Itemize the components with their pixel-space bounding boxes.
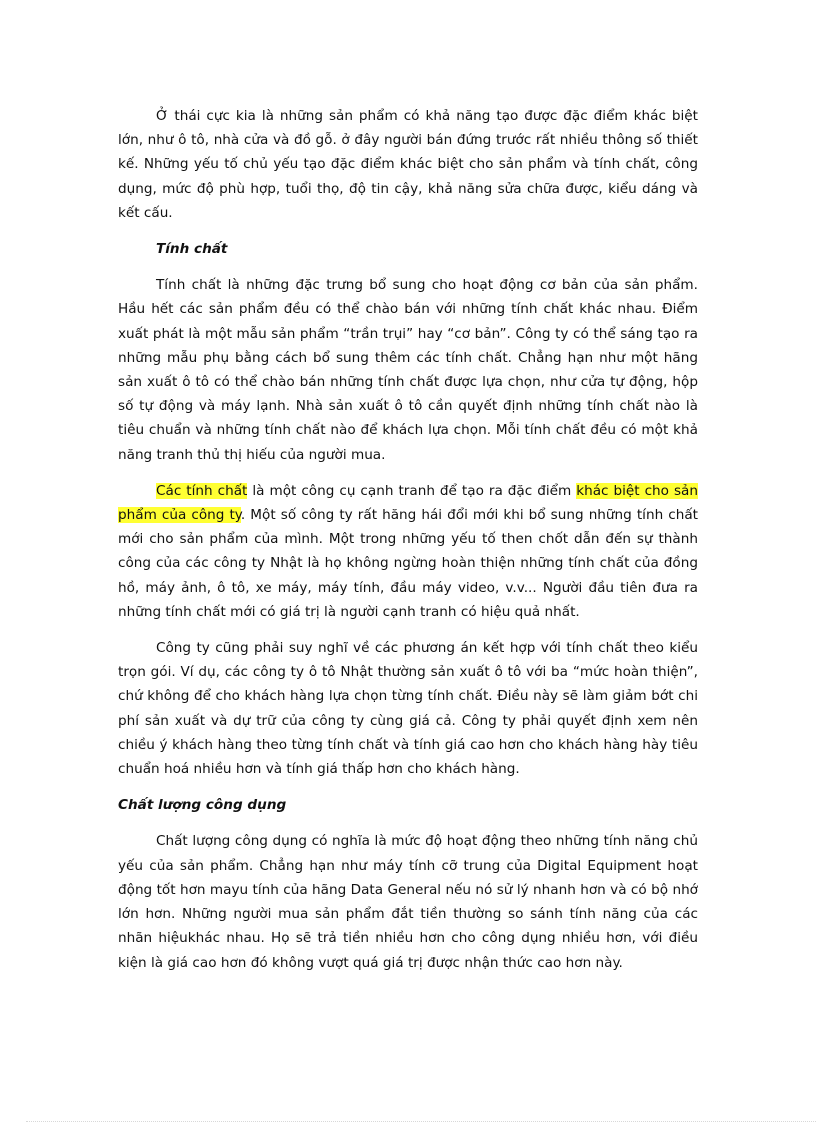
highlighted-text: Các tính chất [156, 482, 248, 499]
paragraph-text: . Một số công ty rất hăng hái đổi mới khi bổ sung những tính chất mới cho sản phẩm của mình. Một trong những yếu tố then chốt dẫn đến sự thành công của các công ty Nhật là họ không ngừng hoàn thiện những tính chất của đồng hồ, máy ảnh, ô tô, xe máy, máy tính, đầu máy video, v.v... Người đầu tiên đưa ra những tính chất mới có giá trị là người cạnh tranh có hiệu quả nhất. [118, 507, 699, 620]
spacer [118, 261, 698, 273]
paragraph-product-differentiation: Ở thái cực kia là những sản phẩm có khả năng tạo được đặc điểm khác biệt lớn, như ô tô, nhà cửa và đồ gỗ. ở đây người bán đứng trước rất nhiều thông số thiết kế. Những yếu tố chủ yếu tạo đặc điểm khác biệt cho sản phẩm và tính chất, công dụng, mức độ phù hợp, tuổi thọ, độ tin cậy, khả năng sửa chữa được, kiểu dáng và kết cấu. [118, 108, 698, 221]
heading-tinh-chat: Tính chất [156, 241, 228, 258]
paragraph-feature-packages: Công ty cũng phải suy nghĩ về các phương án kết hợp với tính chất theo kiểu trọn gói. Ví dụ, các công ty ô tô Nhật thường sản xuất ô tô với ba “mức hoàn thiện”, chứ không để cho khách hàng lựa chọn từng tính chất. Điều này sẽ làm giảm bớt chi phí sản xuất và dự trữ của công ty cùng giá cả. Công ty phải quyết định xem nên chiều ý khách hàng theo từng tính chất và tính giá cao hơn cho khách hàng hày tiêu chuẩn hoá nhiều hơn và tính giá thấp hơn cho khách hàng. [118, 640, 698, 778]
spacer [118, 467, 698, 479]
spacer [118, 225, 698, 237]
paragraph-features: Tính chất là những đặc trưng bổ sung cho hoạt động cơ bản của sản phẩm. Hầu hết các sản phẩm đều có thể chào bán với những tính chất khác nhau. Điểm xuất phát là một mẫu sản phẩm “trần trụi” hay “cơ bản”. Công ty có thể sáng tạo ra những mẫu phụ bằng cách bổ sung thêm các tính chất. Chẳng hạn như một hãng sản xuất ô tô có thể chào bán những tính chất được lựa chọn, như cửa tự động, hộp số tự động và máy lạnh. Nhà sản xuất ô tô cần quyết định những tính chất nào là tiêu chuẩn và những tính chất nào để khách lựa chọn. Mỗi tính chất đều có một khả năng tranh thủ thị hiếu của người mua. [118, 277, 698, 463]
spacer [118, 781, 698, 793]
heading-chat-luong-cong-dung: Chất lượng công dụng [118, 797, 287, 814]
highlighted-text: khác biệt cho sản phẩm của công ty [118, 482, 698, 524]
spacer [118, 817, 698, 829]
paragraph-performance-quality: Chất lượng công dụng có nghĩa là mức độ hoạt động theo những tính năng chủ yếu của sản phẩm. Chẳng hạn như máy tính cỡ trung của Digital Equipment hoạt động tốt hơn mayu tính của hãng Data General nếu nó sử lý nhanh hơn và có bộ nhớ lớn hơn. Những người mua sản phẩm đắt tiền thường so sánh tính năng của các nhãn hiệukhác nhau. Họ sẽ trả tiền nhiều hơn cho công dụng nhiều hơn, với điều kiện là giá cao hơn đó không vượt quá giá trị được nhận thức cao hơn này. [118, 833, 698, 971]
paragraph-text: là một công cụ cạnh tranh để tạo ra đặc điểm [247, 482, 577, 499]
paragraph-features-competitive [118, 479, 698, 624]
spacer [118, 624, 698, 636]
page-bottom-rule [26, 1121, 816, 1122]
document-body [118, 104, 698, 975]
